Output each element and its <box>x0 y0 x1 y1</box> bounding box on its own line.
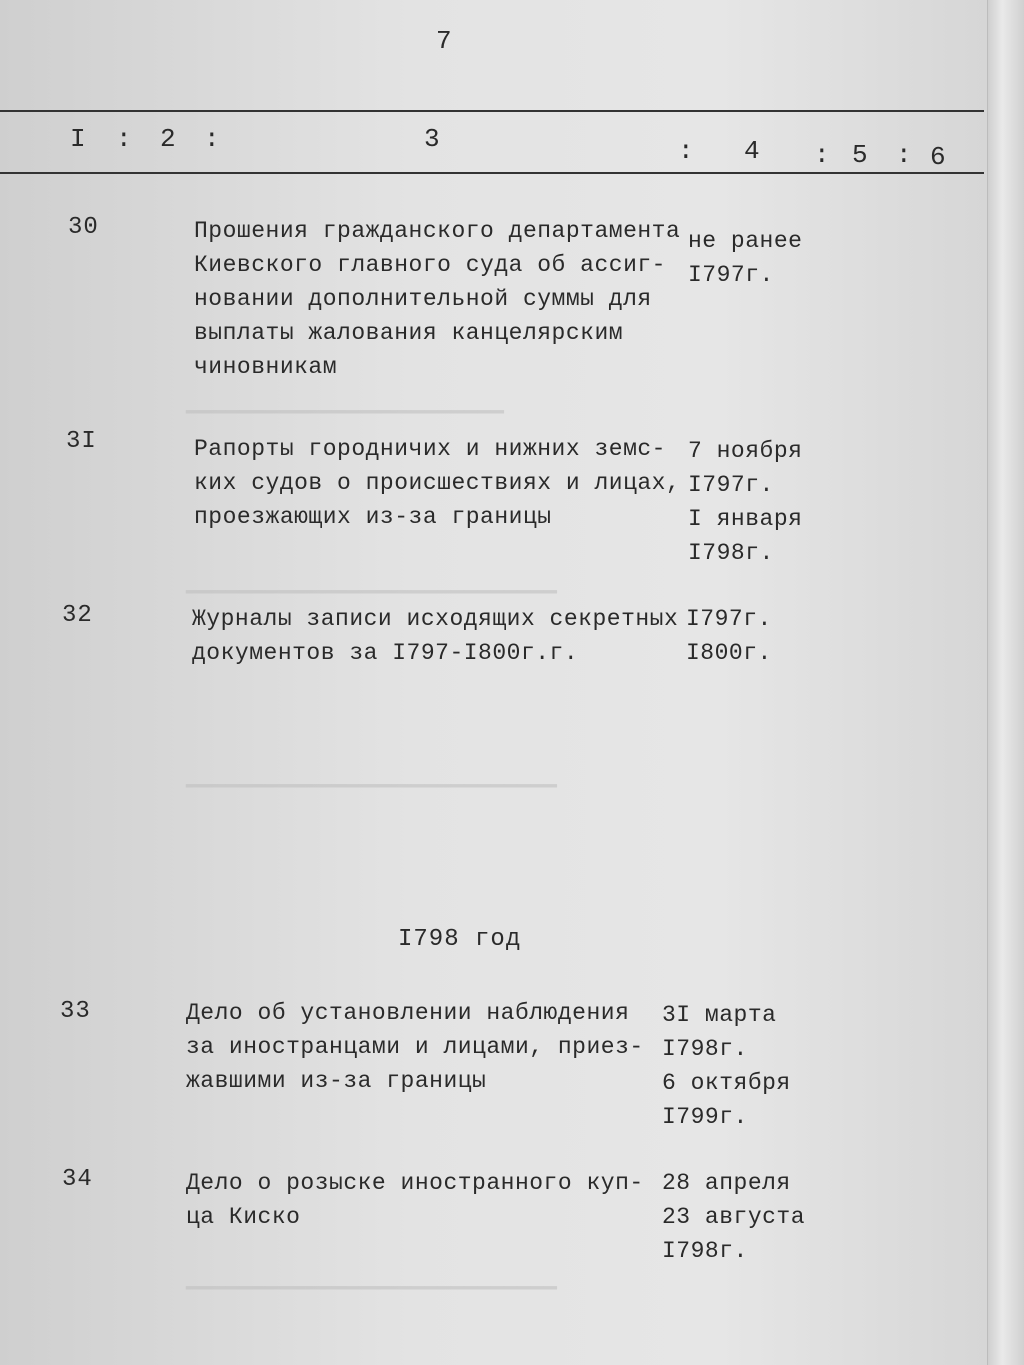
bleed-through-shadow: ▁▁▁▁▁▁▁▁▁▁▁▁▁▁▁▁▁▁▁▁▁▁▁▁▁▁▁▁ <box>186 1266 557 1291</box>
column-separator: : <box>678 136 696 166</box>
entry-number: 3I <box>66 428 97 455</box>
page-edge <box>987 0 1024 1365</box>
entry-description: Рапорты городничих и нижних земс- ких судов о происшествиях и лицах, проезжающих из-за границы <box>194 436 681 530</box>
column-separator: : <box>896 140 914 170</box>
entry-dates: I797г. I800г. <box>686 606 772 666</box>
column-header-6: 6 <box>930 142 948 172</box>
column-separator: : <box>204 124 222 154</box>
entry-description: Дело о розыске иностранного куп- ца Киско <box>186 1170 644 1230</box>
column-header-4: 4 <box>744 136 762 166</box>
column-header-3: 3 <box>424 124 442 154</box>
entry-dates: 7 ноября I797г. I января I798г. <box>688 438 803 566</box>
year-heading: I798 год <box>398 926 522 953</box>
header-top-rule <box>0 110 984 112</box>
bleed-through-shadow: ▁▁▁▁▁▁▁▁▁▁▁▁▁▁▁▁▁▁▁▁▁▁▁▁▁▁▁▁ <box>186 764 557 789</box>
column-header-1: I <box>70 124 88 154</box>
entry-dates: 3I марта I798г. 6 октября I799г. <box>662 1002 791 1130</box>
entry-description: Прошения гражданского департамента Киевского главного суда об ассиг- новании дополнительной суммы для выплаты жалования канцелярским чиновникам <box>194 218 681 380</box>
entry-description: Дело об установлении наблюдения за иностранцами и лицами, приез- жавшими из-за границы <box>186 1000 644 1094</box>
bleed-through-shadow: ▁▁▁▁▁▁▁▁▁▁▁▁▁▁▁▁▁▁▁▁▁▁▁▁ <box>186 390 504 415</box>
entry-description: Журналы записи исходящих секретных документов за I797-I800г.г. <box>192 606 679 666</box>
column-separator: : <box>814 140 832 170</box>
entry-dates: не ранее I797г. <box>688 228 803 288</box>
column-separator: : <box>116 124 134 154</box>
entry-dates: 28 апреля 23 августа I798г. <box>662 1170 806 1264</box>
entry-number: 32 <box>62 602 93 629</box>
page-number: 7 <box>436 26 452 56</box>
header-bottom-rule <box>0 172 984 174</box>
bleed-through-shadow: ▁▁▁▁▁▁▁▁▁▁▁▁▁▁▁▁▁▁▁▁▁▁▁▁▁▁▁▁ <box>186 570 557 595</box>
column-header-2: 2 <box>160 124 178 154</box>
entry-number: 33 <box>60 998 91 1025</box>
entry-number: 30 <box>68 214 99 241</box>
entry-number: 34 <box>62 1166 93 1193</box>
column-header-5: 5 <box>852 140 870 170</box>
